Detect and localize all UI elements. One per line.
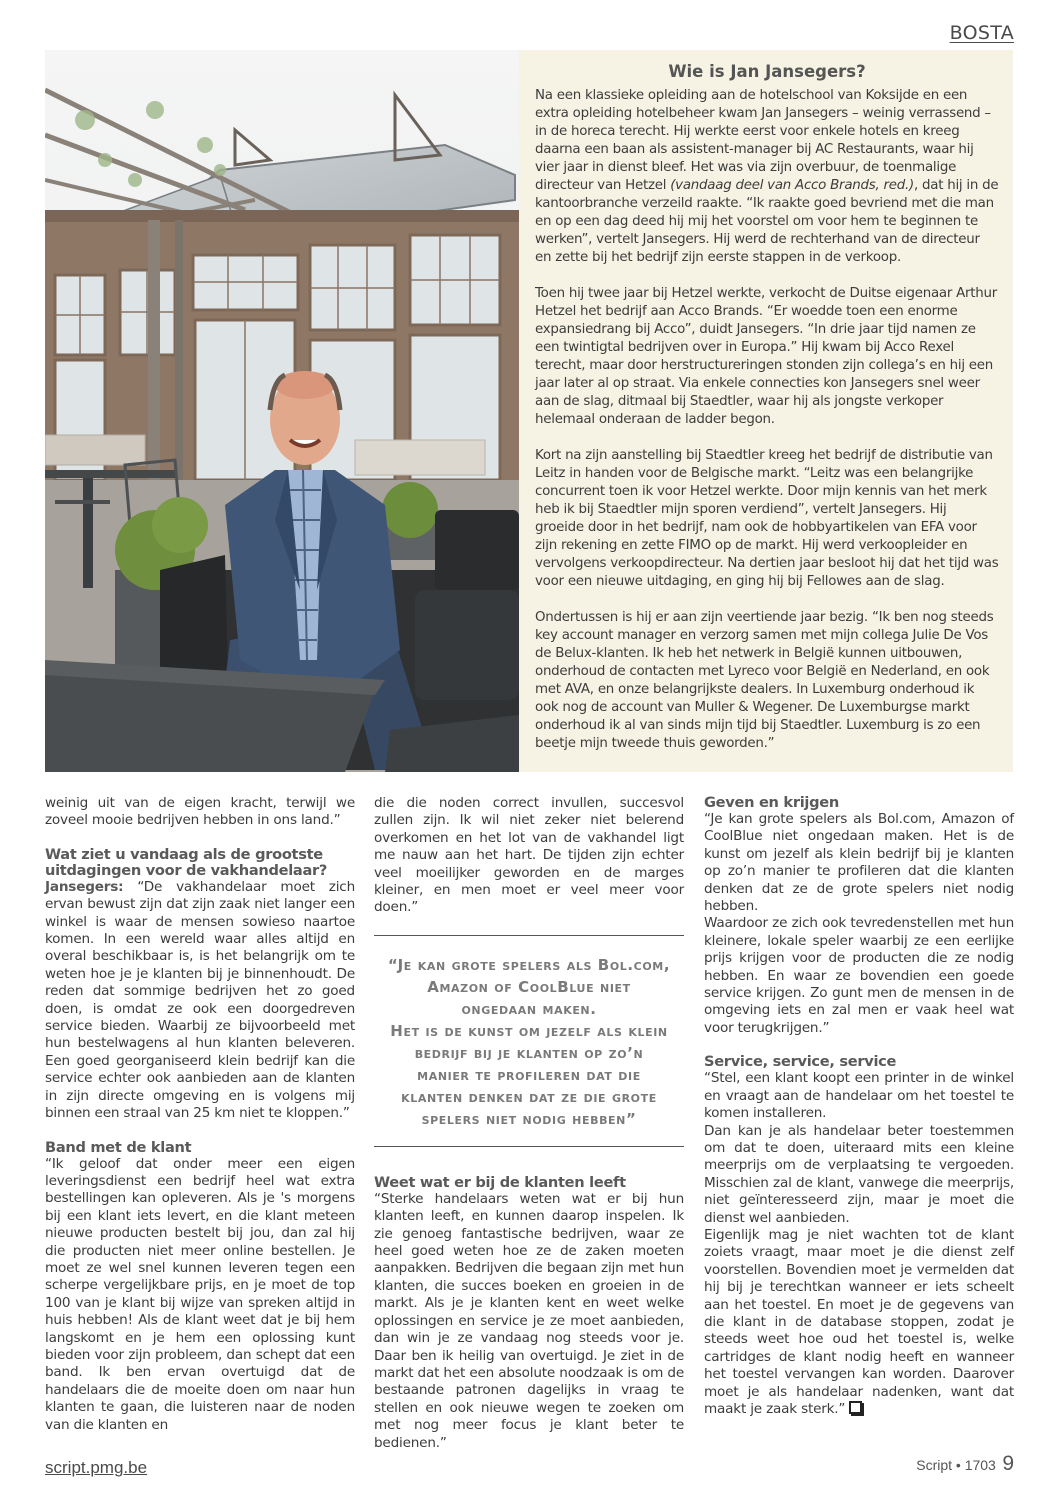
body-paragraph: “Sterke handelaars weten wat er bij hun klanten leeft, en kunnen daarop inspelen. Ik zie genoeg fantastische bedrijven, waar ze heel goed weten hoe ze de zaken moeten aanpakken. Bedrijven die begaan zijn met hun klanten, die succes boeken en groeien in de markt. Als je je klanten kent en weet welke oplossingen en service je ze moet aanbieden, dan win je ze vandaag nog steeds voor je. Daar ben ik heilig van overtuigd. Je ziet in de markt dat het een absolute noodzaak is om de bestaande patronen dagelijks in vraag te stellen en ook nieuwe wegen te zoeken om met nog meer focus je klant beter te bedienen.” bbox=[374, 1190, 684, 1451]
pull-quote-line: spelers niet nodig hebben” bbox=[421, 1109, 637, 1128]
bio-text: Na een klassieke opleiding aan de hotelschool van Koksijde en een extra opleiding hotelbeheer kwam Jan Jansegers – weinig verrassend – in de horeca terecht. Hij werkte eerst voor enkele hotels en kreeg daarna een baan als assistent-manager bij AC Restaurants, waar hij vier jaar in dienst bleef. Het was via zijn overbuur, de toenmalige directeur van Hetzel bbox=[535, 88, 991, 193]
pull-quote bbox=[374, 936, 684, 1146]
magazine-issue: Script • 1703 bbox=[916, 1457, 996, 1473]
question-heading: Wat ziet u vandaag als de grootste uitdagingen voor de vakhandelaar? bbox=[45, 845, 328, 879]
editor-note: (vandaag deel van Acco Brands, red.) bbox=[670, 178, 914, 193]
article-column-2 bbox=[374, 795, 684, 1452]
pull-quote-line: ongedaan maken. bbox=[461, 999, 597, 1018]
bio-title: Wie is Jan Jansegers? bbox=[668, 62, 866, 81]
body-paragraph: die die noden correct invullen, succesvol zullen zijn. Ik wil niet zeker niet belerend overkomen en het lot van de vakhandel ligt me nauw aan het hart. De tijden zijn echter veel moeilijker geworden en de marges kleiner, en men moet er veel meer voor doen.” bbox=[374, 795, 684, 916]
bio-paragraph: Toen hij twee jaar bij Hetzel werkte, verkocht de Duitse eigenaar Arthur Hetzel het bedrijf aan Acco Brands. “Er woedde toen een enorme expansiedrang bij Acco”, duidt Jansegers. “In drie jaar tijd namen ze een twintigtal bedrijven over in Europa.” Hij kwam bij Acco Rexel terecht, maar door herstructureringen stonden zijn collega’s en hij een jaar later al op straat. Via enkele connecties kon Jansegers snel weer aan de slag, ditmaal bij Staedtler, waar hij als jongste verkoper helemaal onderaan de ladder begon. bbox=[535, 286, 998, 427]
pull-quote-line: manier te profileren dat die bbox=[417, 1065, 641, 1084]
body-paragraph: Waardoor ze zich ook tevredenstellen met hun kleinere, lokale speler waarbij ze een eerlijke prijs krijgen voor de producten die ze nodig hebben. En waar ze bovendien een goede service krijgen. Zo gunt men de mensen in de omgeving iets en zal men er vaak heel wat voor terugkrijgen.” bbox=[704, 915, 1014, 1036]
body-paragraph: “Ik geloof dat onder meer een eigen leveringsdienst een bedrijf heel wat extra bestellingen kan opleveren. Als je 's morgens bij een klant iets levert, en die klant meteen nieuwe producten bestelt bij jou, dan zal hij die producten niet meer online bestellen. Je moet ze wel snel kunnen leveren tegen een scherpe vergelijkbare prijs, en je moet de top 100 van je klant bij wijze van spreken altijd in huis hebben! Als de klant weet dat je bij hem langskomt en je hem een oplossing kunt bieden voor zijn probleem, dan schept dat een band. Ik ben ervan overtuigd dat de handelaars die de moeite doen om naar hun klanten te gaan, die luisteren naar de noden van die klanten en bbox=[45, 1155, 355, 1433]
pull-quote-line: Het is de kunst om jezelf als klein bbox=[390, 1021, 668, 1040]
pull-quote-line: bedrijf bij je klanten op zo’n bbox=[414, 1043, 644, 1062]
pull-quote-line: “Je kan grote spelers als Bol.com, bbox=[387, 955, 671, 974]
portrait-photo bbox=[45, 50, 519, 772]
speaker-label: Jansegers: bbox=[45, 878, 124, 895]
article-column-1 bbox=[45, 795, 355, 1434]
body-paragraph bbox=[704, 1227, 1014, 1418]
bio-paragraph: Ondertussen is hij er aan zijn veertiende jaar bezig. “Ik ben nog steeds key account manager en verzorg samen met mijn collega Julie De Vos de Belux-klanten. Ik heb het netwerk in België kunnen uitbouwen, onderhoud de contacten met Lyreco voor België en Nederland, en ook met AVA, en onze belangrijkste dealers. In Luxemburg onderhoud ik ook nog de account van Muller & Wegener. De Luxemburgse markt onderhoud ik al van sinds mijn tijd bij Staedtler. Luxemburg is zo een beetje mijn tweede thuis geworden.” bbox=[535, 610, 994, 751]
bio-sidebar bbox=[519, 50, 1013, 772]
section-tag: BOSTA bbox=[949, 22, 1014, 44]
body-paragraph: “Stel, een klant koopt een printer in de winkel en vraagt aan de handelaar om het toestel te komen installeren. bbox=[704, 1070, 1014, 1122]
question-heading: Weet wat er bij de klanten leeft bbox=[374, 1173, 626, 1191]
body-paragraph: weinig uit van de eigen kracht, terwijl we zoveel mooie bedrijven hebben in ons land.” bbox=[45, 795, 355, 829]
body-paragraph bbox=[45, 879, 355, 1123]
question-heading: Band met de klant bbox=[45, 1138, 192, 1156]
question-heading: Service, service, service bbox=[704, 1053, 897, 1071]
question-heading: Geven en krijgen bbox=[704, 794, 839, 811]
bio-paragraph bbox=[535, 87, 999, 267]
bio-paragraph: Kort na zijn aanstelling bij Staedtler kreeg het bedrijf de distributie van Leitz in handen voor de Belgische markt. “Leitz was een belangrijke concurrent toen ik voor Hetzel werkte. Door mijn kennis van het merk heb ik bij Staedtler mijn sporen verdiend”, vertelt Jansegers. Hij groeide door in het bedrijf, nam ook de hobbyartikelen van EFA voor zijn rekening en zette FIMO op de markt. Hij werd verkoopleider en vervolgens verkoopdirecteur. Na dertien jaar besloot hij dat het tijd was voor een nieuwe uitdaging, en ging hij bij Fellowes aan de slag. bbox=[535, 448, 999, 589]
end-of-article-box-icon bbox=[849, 1401, 862, 1414]
body-paragraph: Dan kan je als handelaar beter toestemmen om dat te doen, uiteraard mits een kleine meerprijs om de verplaatsing te vergoeden. Misschien zal de klant, vanwege die meerprijs, niet geïnteresseerd zijn, maar je moet die dienst wel aanbieden. bbox=[704, 1122, 1014, 1226]
article-column-3 bbox=[704, 795, 1014, 1418]
bio-text: , dat hij in de kantoorbranche verzeild raakte. “Ik raakte goed bevriend met die man en op een dag deed hij mij het voorstel om voor hem te beginnen te werken”, vertelt Jansegers. Hij werd de rechterhand van de directeur en zette bij het bedrijf zijn eerste stappen in de verkoop. bbox=[535, 178, 999, 265]
website-link[interactable]: script.pmg.be bbox=[45, 1458, 148, 1477]
pull-quote-line: klanten denken dat ze die grote bbox=[401, 1087, 657, 1106]
answer-text: “De vakhandelaar moet zich ervan bewust zijn dat zijn zaak niet langer een winkel is waar de mensen sowieso naartoe komen. In een wereld waar alles altijd en overal beschikbaar is, is het belangrijk om te weten hoe je je klanten bij je binnenhoudt. De reden dat sommige bedrijven het zo goed doen, is omdat ze ook een doorgedreven service bieden. Waarbij ze bijvoorbeeld met hun bestelwagens al hun klanten beleveren. Een goed georganiseerd klein bedrijf kan die service echter ook aanbieden aan de klanten in zijn directe omgeving en is volgens mij binnen een straal van 25 km niet te kloppen.” bbox=[45, 878, 355, 1122]
portrait-photo-illustration bbox=[45, 50, 519, 772]
pull-quote-line: Amazon of CoolBlue niet bbox=[427, 977, 631, 996]
folio bbox=[916, 1452, 1014, 1476]
answer-text: Eigenlijk mag je niet wachten tot de klant zoiets vraagt, maar moet je die dienst zelf voorstellen. Bovendien moet je vermelden dat hij bij je terechtkan wanneer er iets scheelt aan het toestel. En moet je de gegevens van die klant in de database stoppen, zodat je steeds weet hoe oud het toestel is, welke cartridges de klant nodig heeft en wanneer het toestel vervangen kan worden. Daarover moet je als handelaar nadenken, want dat maakt je zaak sterk.” bbox=[704, 1226, 1014, 1417]
body-paragraph: “Je kan grote spelers als Bol.com, Amazon of CoolBlue niet ongedaan maken. Het is de kunst om jezelf als klein bedrijf bij je klanten op zo’n manier te profileren dat die klanten denken dat ze de grote spelers niet nodig hebben. bbox=[704, 811, 1014, 915]
page-number: 9 bbox=[1002, 1452, 1014, 1475]
